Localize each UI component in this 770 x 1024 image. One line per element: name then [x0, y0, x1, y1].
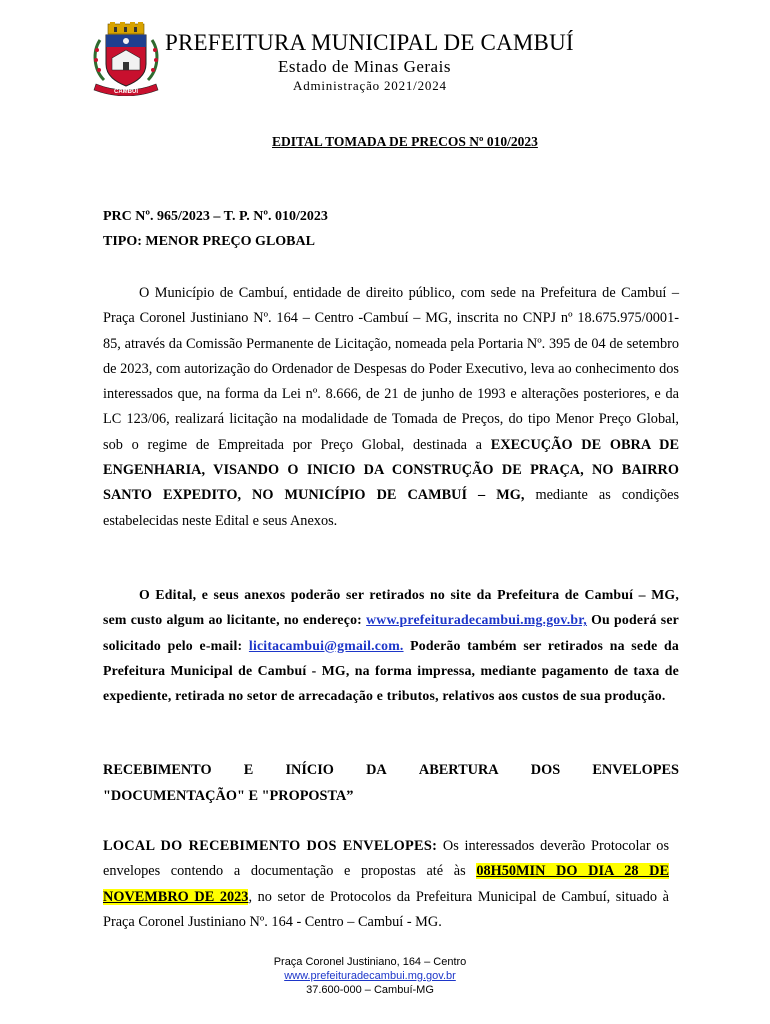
municipality-title: PREFEITURA MUNICIPAL DE CAMBUÍ: [165, 30, 574, 55]
intro-paragraph: [103, 281, 679, 534]
footer-cep: 37.600-000 – Cambuí-MG: [306, 984, 434, 996]
object-description: EXECUÇÃO DE OBRA DE ENGENHARIA, VISANDO O INICIO DA CONSTRUÇÃO DE PRAÇA, NO BAIRRO SANTO EXPEDITO, NO MUNICÍPIO DE CAMBUÍ – MG,: [103, 436, 679, 504]
process-number: PRC Nº. 965/2023 – T. P. Nº. 010/2023: [103, 209, 328, 224]
heading-word: ENVELOPES: [592, 762, 679, 778]
heading-word: INÍCIO: [285, 762, 334, 778]
intro-text: O Município de Cambuí, entidade de direito público, com sede na Prefeitura de Cambuí – Praça Coronel Justiniano Nº. 164 – Centro -Cambuí – MG, inscrita no CNPJ nº 18.675.975/0001- 85, através da Comissão Permanente de Licitação, nomeada pela Portaria Nº. 395 de 04 de setembro de 2023, com autorização do Ordenador de Despesas do Poder Executivo, leva ao conhecimento dos interessados que, na forma da Lei nº. 8.666, de 21 de junho de 1993 e alterações posteriores, e da LC 123/06, realizará licitação na modalidade de Tomada de Preços, do tipo Menor Preço Global, sob o regime de Empreitada por Preço Global, destinada a: [103, 285, 679, 453]
licitacao-email-link[interactable]: licitacambui@gmail.com.: [248, 637, 404, 653]
reception-location-paragraph: [103, 834, 669, 935]
availability-text-2: Ou poderá ser solicitado pelo e-mail:: [103, 612, 679, 653]
state-subtitle: Estado de Minas Gerais: [278, 57, 451, 76]
heading-word: RECEBIMENTO: [103, 762, 212, 778]
footer-website-link[interactable]: www.prefeituradecambui.mg.gov.br: [284, 970, 456, 982]
deadline-highlight: 08H50MIN DO DIA 28 DE NOVEMBRO DE 2023: [103, 863, 669, 905]
prefeitura-website-link[interactable]: www.prefeituradecambui.mg.gov.br,: [366, 612, 587, 628]
svg-text:CAMBUÍ: CAMBUÍ: [114, 89, 138, 95]
municipal-crest-logo: [90, 22, 162, 96]
administration-period: Administração 2021/2024: [293, 78, 447, 93]
heading-word: DOS: [530, 762, 561, 778]
reception-text-2: , no setor de Protocolos da Prefeitura Municipal de Cambuí, situado à Praça Coronel Justiniano Nº. 164 - Centro – Cambuí - MG.: [103, 888, 669, 930]
availability-text-1: O Edital, e seus anexos poderão ser retirados no site da Prefeitura de Cambuí – MG, sem custo algum ao licitante, no endereço:: [103, 587, 679, 628]
availability-text-3: Poderão também ser retirados na sede da Prefeitura Municipal de Cambuí - MG, na forma impressa, mediante pagamento de taxa de expediente, retirada no setor de arrecadação e tributos, relativos aos custos de sua produção.: [103, 637, 679, 704]
reception-label: LOCAL DO RECEBIMENTO DOS ENVELOPES:: [103, 838, 438, 854]
heading-word: ABERTURA: [418, 762, 499, 778]
section-heading: [103, 762, 679, 779]
intro-tail: mediante as condições estabelecidas neste Edital e seus Anexos.: [103, 487, 680, 529]
page-footer: [0, 955, 740, 997]
footer-address: Praça Coronel Justiniano, 164 – Centro: [273, 956, 467, 968]
reception-text-1: Os interessados deverão Protocolar os envelopes contendo a documentação e propostas até às: [103, 838, 670, 880]
edital-title: EDITAL TOMADA DE PRECOS Nº 010/2023: [272, 134, 538, 149]
heading-word: DA: [366, 762, 387, 778]
heading-word: E: [243, 762, 254, 778]
edital-availability-paragraph: [103, 582, 679, 708]
bid-type: TIPO: MENOR PREÇO GLOBAL: [103, 234, 315, 249]
section-heading-line2: "DOCUMENTAÇÃO" E "PROPOSTA”: [103, 788, 354, 804]
